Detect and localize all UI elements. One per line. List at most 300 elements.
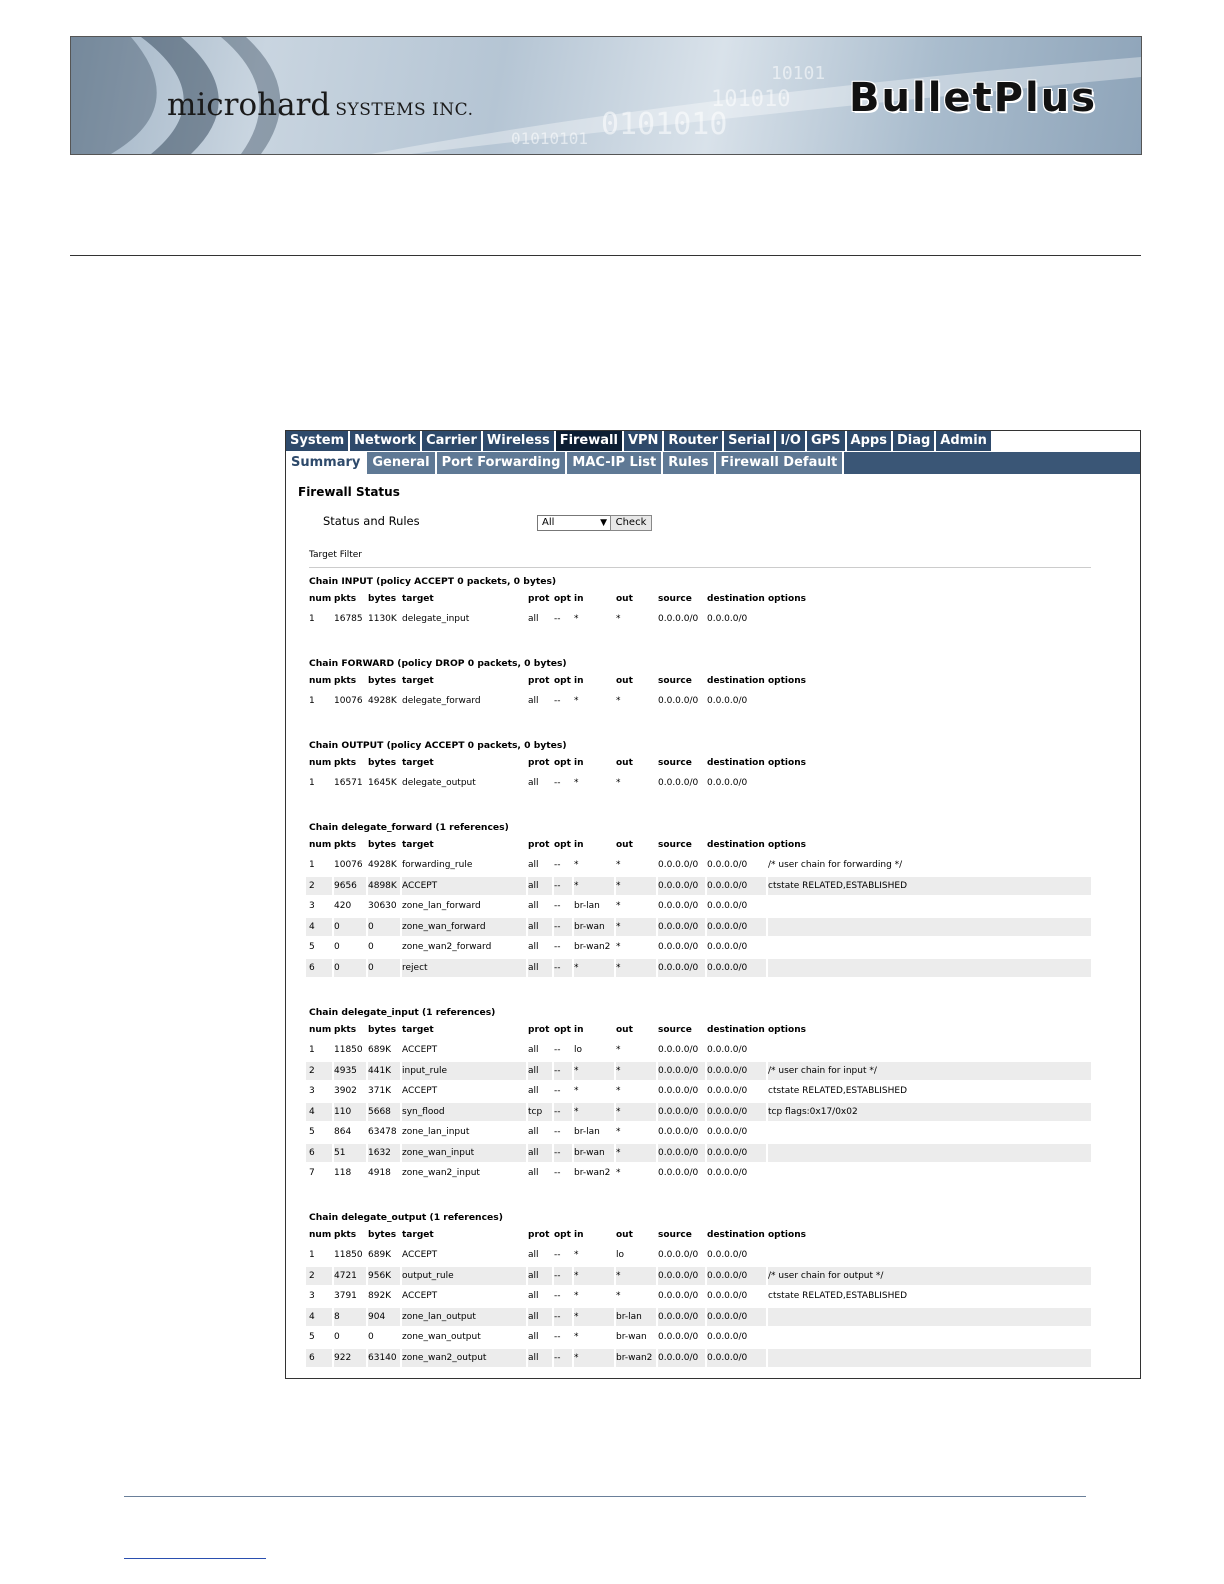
tab-vpn[interactable]: VPN [624, 431, 664, 451]
cell-destination: 0.0.0.0/0 [707, 778, 748, 788]
cell-pkts: 922 [334, 1352, 352, 1363]
cell-pkts: 110 [334, 1106, 352, 1117]
cell-source: 0.0.0.0/0 [658, 901, 699, 911]
chain-title: Chain delegate_forward (1 references) [309, 822, 509, 833]
cell-in: * [574, 1352, 579, 1363]
cell-out: br-wan2 [616, 1352, 653, 1363]
cell-prot: all [528, 1147, 539, 1158]
column-header-prot: prot [528, 758, 550, 768]
column-header-target: target [402, 840, 434, 850]
cell-destination: 0.0.0.0/0 [707, 1127, 748, 1137]
cell-bytes: 1130K [368, 614, 397, 624]
cell-pkts: 16785 [334, 614, 363, 624]
subtab-summary[interactable]: Summary [286, 452, 367, 474]
cell-destination: 0.0.0.0/0 [707, 1147, 748, 1158]
cell-opt: -- [554, 1311, 561, 1322]
table-row [306, 1144, 1091, 1162]
cell-source: 0.0.0.0/0 [658, 1291, 699, 1301]
cell-num: 3 [309, 1291, 315, 1301]
cell-destination: 0.0.0.0/0 [707, 921, 748, 932]
column-header-in: in [574, 676, 584, 686]
cell-prot: all [528, 696, 539, 706]
cell-num: 4 [309, 1311, 315, 1322]
table-row [306, 1103, 1091, 1121]
cell-in: br-lan [574, 901, 600, 911]
cell-source: 0.0.0.0/0 [658, 1086, 699, 1096]
cell-in: * [574, 1065, 579, 1076]
column-header-out: out [616, 758, 633, 768]
cell-prot: all [528, 614, 539, 624]
cell-opt: -- [554, 1291, 561, 1301]
cell-out: * [616, 942, 621, 952]
table-row [306, 897, 1091, 915]
cell-out: * [616, 696, 621, 706]
cell-bytes: 904 [368, 1311, 386, 1322]
column-separator [766, 1349, 768, 1367]
cell-bytes: 371K [368, 1086, 392, 1096]
cell-pkts: 118 [334, 1168, 352, 1178]
sub-nav-tabs [286, 452, 1140, 474]
column-header-opt: opt [554, 1025, 571, 1035]
column-header-destination: destination [707, 840, 765, 850]
cell-out: * [616, 1086, 621, 1096]
cell-in: * [574, 962, 579, 973]
tab-i-o[interactable]: I/O [776, 431, 807, 451]
cell-source: 0.0.0.0/0 [658, 1311, 699, 1322]
cell-options: /* user chain for input */ [768, 1065, 877, 1076]
cell-source: 0.0.0.0/0 [658, 880, 699, 891]
cell-prot: tcp [528, 1106, 543, 1117]
cell-options: /* user chain for forwarding */ [768, 860, 903, 870]
column-header-target: target [402, 676, 434, 686]
column-header-bytes: bytes [368, 1025, 397, 1035]
cell-opt: -- [554, 614, 561, 624]
cell-num: 1 [309, 614, 315, 624]
cell-target: ACCEPT [402, 1045, 438, 1055]
table-row [306, 1246, 1091, 1264]
cell-in: * [574, 1106, 579, 1117]
cell-out: * [616, 880, 621, 891]
main-nav-tabs [286, 431, 993, 451]
table-header-row [306, 1226, 1091, 1244]
column-header-prot: prot [528, 1230, 550, 1240]
cell-in: * [574, 778, 579, 788]
cell-destination: 0.0.0.0/0 [707, 1270, 748, 1281]
cell-in: * [574, 1086, 579, 1096]
column-header-num: num [309, 840, 332, 850]
cell-pkts: 8 [334, 1311, 340, 1322]
cell-destination: 0.0.0.0/0 [707, 1250, 748, 1260]
cell-in: * [574, 860, 579, 870]
column-header-num: num [309, 594, 332, 604]
footer-link-underline [124, 1558, 266, 1559]
page-title: Firewall Status [298, 485, 400, 499]
column-header-prot: prot [528, 1025, 550, 1035]
table-header-row [306, 1021, 1091, 1039]
cell-num: 1 [309, 1250, 315, 1260]
column-header-in: in [574, 758, 584, 768]
cell-out: lo [616, 1250, 625, 1260]
cell-target: reject [402, 962, 428, 973]
cell-destination: 0.0.0.0/0 [707, 614, 748, 624]
table-row [306, 610, 1091, 628]
cell-prot: all [528, 880, 539, 891]
cell-bytes: 689K [368, 1045, 392, 1055]
column-header-out: out [616, 676, 633, 686]
cell-pkts: 0 [334, 921, 340, 932]
cell-num: 3 [309, 901, 315, 911]
cell-target: zone_lan_output [402, 1311, 476, 1322]
cell-pkts: 420 [334, 901, 352, 911]
cell-bytes: 892K [368, 1291, 392, 1301]
cell-prot: all [528, 962, 539, 973]
cell-source: 0.0.0.0/0 [658, 696, 699, 706]
cell-prot: all [528, 942, 539, 952]
table-row [306, 856, 1091, 874]
binary-decoration: 0101010 [601, 107, 728, 142]
cell-destination: 0.0.0.0/0 [707, 696, 748, 706]
column-header-source: source [658, 840, 692, 850]
cell-source: 0.0.0.0/0 [658, 1332, 699, 1342]
cell-opt: -- [554, 1352, 561, 1363]
cell-target: delegate_forward [402, 696, 481, 706]
table-row [306, 692, 1091, 710]
cell-opt: -- [554, 1106, 561, 1117]
cell-bytes: 4928K [368, 860, 397, 870]
tab-firewall[interactable]: Firewall [556, 431, 624, 451]
cell-num: 5 [309, 942, 315, 952]
column-header-bytes: bytes [368, 594, 397, 604]
cell-opt: -- [554, 1127, 561, 1137]
cell-prot: all [528, 1291, 539, 1301]
cell-opt: -- [554, 778, 561, 788]
tab-system[interactable]: System [286, 431, 350, 451]
column-header-pkts: pkts [334, 840, 357, 850]
cell-prot: all [528, 1311, 539, 1322]
cell-bytes: 5668 [368, 1106, 391, 1117]
cell-in: br-wan [574, 921, 605, 932]
cell-num: 1 [309, 1045, 315, 1055]
cell-target: ACCEPT [402, 880, 438, 891]
column-header-prot: prot [528, 840, 550, 850]
cell-num: 6 [309, 1147, 315, 1158]
cell-destination: 0.0.0.0/0 [707, 1352, 748, 1363]
column-header-opt: opt [554, 840, 571, 850]
subtab-mac-ip-list[interactable]: MAC-IP List [567, 452, 663, 474]
cell-pkts: 0 [334, 962, 340, 973]
column-header-prot: prot [528, 594, 550, 604]
cell-target: zone_wan_output [402, 1332, 481, 1342]
cell-num: 1 [309, 696, 315, 706]
column-header-bytes: bytes [368, 676, 397, 686]
cell-out: * [616, 1106, 621, 1117]
cell-pkts: 9656 [334, 880, 357, 891]
cell-source: 0.0.0.0/0 [658, 1127, 699, 1137]
column-header-opt: opt [554, 758, 571, 768]
cell-out: * [616, 778, 621, 788]
cell-num: 6 [309, 1352, 315, 1363]
cell-in: * [574, 696, 579, 706]
tab-serial[interactable]: Serial [724, 431, 776, 451]
cell-target: delegate_output [402, 778, 476, 788]
table-row [306, 774, 1091, 792]
column-header-source: source [658, 758, 692, 768]
column-header-destination: destination [707, 676, 765, 686]
cell-source: 0.0.0.0/0 [658, 1147, 699, 1158]
company-logo [167, 87, 473, 123]
cell-opt: -- [554, 901, 561, 911]
cell-prot: all [528, 921, 539, 932]
cell-prot: all [528, 860, 539, 870]
cell-prot: all [528, 1065, 539, 1076]
cell-num: 1 [309, 778, 315, 788]
cell-num: 1 [309, 860, 315, 870]
cell-bytes: 4918 [368, 1168, 391, 1178]
tab-wireless[interactable]: Wireless [483, 431, 556, 451]
column-header-in: in [574, 1230, 584, 1240]
column-header-out: out [616, 1025, 633, 1035]
cell-prot: all [528, 1045, 539, 1055]
table-row [306, 1164, 1091, 1182]
tab-apps[interactable]: Apps [847, 431, 893, 451]
cell-source: 0.0.0.0/0 [658, 962, 699, 973]
cell-target: zone_lan_input [402, 1127, 470, 1137]
company-suffix: SYSTEMS INC. [335, 100, 474, 120]
cell-pkts: 11850 [334, 1250, 363, 1260]
column-header-destination: destination [707, 594, 765, 604]
cell-out: * [616, 1291, 621, 1301]
cell-pkts: 864 [334, 1127, 352, 1137]
cell-prot: all [528, 778, 539, 788]
cell-destination: 0.0.0.0/0 [707, 901, 748, 911]
column-header-target: target [402, 758, 434, 768]
table-row [306, 1287, 1091, 1305]
cell-target: zone_lan_forward [402, 901, 481, 911]
cell-bytes: 0 [368, 942, 374, 952]
cell-in: br-wan2 [574, 942, 611, 952]
cell-target: zone_wan2_output [402, 1352, 487, 1363]
cell-source: 0.0.0.0/0 [658, 778, 699, 788]
cell-opt: -- [554, 880, 561, 891]
chain-title: Chain FORWARD (policy DROP 0 packets, 0 bytes) [309, 658, 567, 669]
column-header-num: num [309, 676, 332, 686]
cell-num: 5 [309, 1127, 315, 1137]
cell-bytes: 30630 [368, 901, 397, 911]
table-row [306, 1267, 1091, 1285]
column-header-pkts: pkts [334, 594, 357, 604]
cell-source: 0.0.0.0/0 [658, 1065, 699, 1076]
product-name: BulletPlus [849, 75, 1097, 121]
column-header-out: out [616, 840, 633, 850]
cell-in: * [574, 880, 579, 891]
column-header-opt: opt [554, 594, 571, 604]
cell-out: * [616, 1168, 621, 1178]
cell-pkts: 0 [334, 942, 340, 952]
cell-pkts: 10076 [334, 860, 363, 870]
cell-out: * [616, 962, 621, 973]
cell-num: 5 [309, 1332, 315, 1342]
table-header-row [306, 754, 1091, 772]
cell-in: * [574, 614, 579, 624]
column-header-pkts: pkts [334, 1230, 357, 1240]
column-separator [766, 1144, 768, 1162]
cell-opt: -- [554, 860, 561, 870]
cell-in: lo [574, 1045, 583, 1055]
column-header-opt: opt [554, 676, 571, 686]
subtab-port-forwarding[interactable]: Port Forwarding [437, 452, 568, 474]
cell-opt: -- [554, 1332, 561, 1342]
cell-pkts: 11850 [334, 1045, 363, 1055]
column-header-in: in [574, 840, 584, 850]
column-header-options: options [768, 758, 806, 768]
column-header-opt: opt [554, 1230, 571, 1240]
cell-opt: -- [554, 696, 561, 706]
cell-bytes: 956K [368, 1270, 392, 1281]
cell-out: br-lan [616, 1311, 642, 1322]
column-header-pkts: pkts [334, 1025, 357, 1035]
cell-source: 0.0.0.0/0 [658, 942, 699, 952]
subtab-firewall-default[interactable]: Firewall Default [716, 452, 845, 474]
column-header-options: options [768, 594, 806, 604]
cell-bytes: 0 [368, 1332, 374, 1342]
cell-num: 2 [309, 880, 315, 891]
column-header-options: options [768, 1025, 806, 1035]
column-header-in: in [574, 594, 584, 604]
cell-target: ACCEPT [402, 1250, 438, 1260]
subtab-rules[interactable]: Rules [663, 452, 715, 474]
cell-prot: all [528, 1086, 539, 1096]
column-header-destination: destination [707, 1025, 765, 1035]
cell-opt: -- [554, 1147, 561, 1158]
cell-in: br-wan2 [574, 1168, 611, 1178]
binary-decoration: 101010 [711, 87, 791, 112]
table-row [306, 1308, 1091, 1326]
cell-source: 0.0.0.0/0 [658, 1270, 699, 1281]
cell-source: 0.0.0.0/0 [658, 1352, 699, 1363]
tab-router[interactable]: Router [664, 431, 724, 451]
chevron-down-icon: ▼ [600, 518, 607, 528]
tab-diag[interactable]: Diag [893, 431, 936, 451]
cell-prot: all [528, 1250, 539, 1260]
cell-target: ACCEPT [402, 1291, 438, 1301]
status-rules-select[interactable] [537, 515, 611, 531]
column-header-target: target [402, 594, 434, 604]
cell-target: output_rule [402, 1270, 454, 1281]
cell-destination: 0.0.0.0/0 [707, 1106, 748, 1117]
cell-options: ctstate RELATED,ESTABLISHED [768, 880, 908, 891]
cell-opt: -- [554, 942, 561, 952]
check-button[interactable]: Check [610, 515, 652, 531]
tab-carrier[interactable]: Carrier [422, 431, 483, 451]
cell-target: syn_flood [402, 1106, 445, 1117]
cell-out: br-wan [616, 1332, 647, 1342]
column-header-options: options [768, 840, 806, 850]
table-row [306, 1328, 1091, 1346]
cell-pkts: 0 [334, 1332, 340, 1342]
tab-admin[interactable]: Admin [936, 431, 993, 451]
cell-target: ACCEPT [402, 1086, 438, 1096]
cell-num: 7 [309, 1168, 315, 1178]
table-row [306, 918, 1091, 936]
cell-out: * [616, 1045, 621, 1055]
cell-target: forwarding_rule [402, 860, 473, 870]
cell-bytes: 441K [368, 1065, 392, 1076]
cell-num: 2 [309, 1065, 315, 1076]
cell-out: * [616, 1065, 621, 1076]
status-rules-label: Status and Rules [323, 514, 420, 528]
cell-pkts: 3791 [334, 1291, 357, 1301]
cell-source: 0.0.0.0/0 [658, 1250, 699, 1260]
cell-prot: all [528, 1168, 539, 1178]
column-header-num: num [309, 758, 332, 768]
column-header-target: target [402, 1230, 434, 1240]
column-separator [766, 1308, 768, 1326]
cell-out: * [616, 1147, 621, 1158]
binary-decoration: 10101 [771, 63, 826, 84]
column-header-in: in [574, 1025, 584, 1035]
column-header-pkts: pkts [334, 758, 357, 768]
cell-source: 0.0.0.0/0 [658, 921, 699, 932]
cell-in: * [574, 1332, 579, 1342]
cell-destination: 0.0.0.0/0 [707, 1332, 748, 1342]
column-header-bytes: bytes [368, 758, 397, 768]
cell-opt: -- [554, 1168, 561, 1178]
cell-out: * [616, 1270, 621, 1281]
cell-prot: all [528, 901, 539, 911]
cell-prot: all [528, 1332, 539, 1342]
cell-out: * [616, 860, 621, 870]
cell-opt: -- [554, 1045, 561, 1055]
cell-target: zone_wan_input [402, 1147, 475, 1158]
column-header-num: num [309, 1230, 332, 1240]
table-row [306, 1123, 1091, 1141]
cell-in: br-wan [574, 1147, 605, 1158]
cell-bytes: 4898K [368, 880, 397, 891]
cell-target: delegate_input [402, 614, 470, 624]
column-header-destination: destination [707, 1230, 765, 1240]
cell-prot: all [528, 1270, 539, 1281]
column-header-source: source [658, 594, 692, 604]
cell-out: * [616, 921, 621, 932]
cell-destination: 0.0.0.0/0 [707, 860, 748, 870]
column-header-target: target [402, 1025, 434, 1035]
cell-bytes: 0 [368, 962, 374, 973]
cell-options: tcp flags:0x17/0x02 [768, 1106, 858, 1117]
cell-source: 0.0.0.0/0 [658, 1168, 699, 1178]
tab-gps[interactable]: GPS [807, 431, 847, 451]
cell-destination: 0.0.0.0/0 [707, 880, 748, 891]
cell-opt: -- [554, 1250, 561, 1260]
cell-source: 0.0.0.0/0 [658, 1106, 699, 1117]
cell-destination: 0.0.0.0/0 [707, 962, 748, 973]
cell-bytes: 63140 [368, 1352, 397, 1363]
table-header-row [306, 672, 1091, 690]
cell-bytes: 1645K [368, 778, 397, 788]
cell-out: * [616, 901, 621, 911]
tab-network[interactable]: Network [350, 431, 422, 451]
cell-bytes: 4928K [368, 696, 397, 706]
column-header-num: num [309, 1025, 332, 1035]
subtab-general[interactable]: General [367, 452, 436, 474]
column-header-options: options [768, 1230, 806, 1240]
binary-decoration: 01010101 [511, 129, 589, 148]
cell-destination: 0.0.0.0/0 [707, 1045, 748, 1055]
cell-bytes: 0 [368, 921, 374, 932]
column-header-pkts: pkts [334, 676, 357, 686]
cell-bytes: 1632 [368, 1147, 391, 1158]
cell-destination: 0.0.0.0/0 [707, 1291, 748, 1301]
cell-destination: 0.0.0.0/0 [707, 1311, 748, 1322]
